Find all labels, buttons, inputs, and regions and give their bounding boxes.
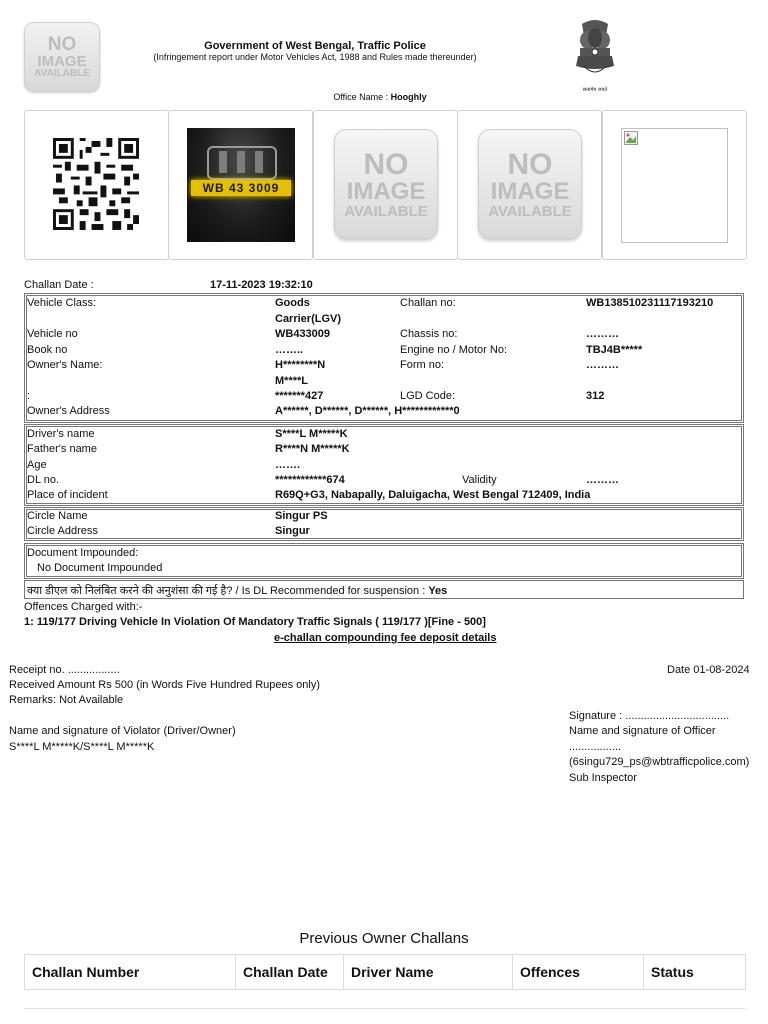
no-image-logo: NO IMAGE AVAILABLE <box>24 22 100 92</box>
book-no-value: …….. <box>275 344 304 356</box>
circle-address-label: Circle Address <box>27 525 98 537</box>
previous-challans-table-header <box>24 954 746 990</box>
column-header-offences[interactable]: Offences <box>513 955 644 989</box>
column-header-status[interactable]: Status <box>651 964 694 980</box>
challan-date-label: Challan Date : <box>24 279 94 291</box>
circle-name-label: Circle Name <box>27 510 88 522</box>
challan-no-label: Challan no: <box>400 297 456 309</box>
vehicle-photo[interactable] <box>187 128 295 242</box>
broken-image <box>621 128 728 243</box>
officer-signature-label: Name and signature of Officer <box>569 725 716 737</box>
receipt-no: Receipt no. ................. <box>9 664 120 676</box>
column-header-challan-date[interactable]: Challan Date <box>236 955 344 989</box>
dl-no-value: ************674 <box>275 474 345 486</box>
vehicle-no-label: Vehicle no <box>27 328 78 340</box>
document-impounded-label: Document Impounded: <box>27 547 139 559</box>
officer-email: (6singu729_ps@wbtrafficpolice.com) <box>569 756 750 768</box>
place-of-incident-value: R69Q+G3, Nabapally, Daluigacha, West Bengal 712409, India <box>275 489 591 501</box>
validity-label: Validity <box>462 474 497 486</box>
father-name-value: R****N M*****K <box>275 443 350 455</box>
vehicle-owner-section <box>24 293 744 423</box>
document-section <box>24 543 744 579</box>
qr-code-tile <box>24 110 169 260</box>
driver-section <box>24 424 744 506</box>
page-subtitle: (Infringement report under Motor Vehicles Act, 1988 and Rules made thereunder) <box>153 52 477 62</box>
mobile-value: *******427 <box>275 390 324 402</box>
father-name-label: Father's name <box>27 443 97 455</box>
received-amount: Received Amount Rs 500 (in Words Five Hundred Rupees only) <box>9 679 321 691</box>
vehicle-photo-tile[interactable] <box>168 110 313 260</box>
circle-address-value: Singur <box>275 525 310 537</box>
emblem-motto: सत्यमेव जयते <box>582 87 608 93</box>
compounding-fee-link[interactable]: e-challan compounding fee deposit details <box>274 632 497 644</box>
owner-address-label: Owner's Address <box>27 405 110 417</box>
number-plate: WB 43 3009 <box>191 180 291 196</box>
officer-name-dots: ................. <box>569 741 621 753</box>
book-no-label: Book no <box>27 344 68 356</box>
dl-no-label: DL no. <box>27 474 60 486</box>
age-label: Age <box>27 459 47 471</box>
owner-name-label: Owner's Name: <box>27 359 103 371</box>
office-name: Office Name : Hooghly <box>333 92 427 102</box>
owner-name-value-2: M****L <box>275 375 309 387</box>
vehicle-grille <box>207 146 277 180</box>
broken-image-tile <box>602 110 747 260</box>
vehicle-no-value: WB433009 <box>275 328 331 340</box>
circle-name-value: Singur PS <box>275 510 328 522</box>
qr-code-icon <box>53 138 139 230</box>
driver-name-value: S****L M*****K <box>275 428 348 440</box>
page-title: Government of West Bengal, Traffic Police <box>204 40 426 52</box>
vehicle-class-value-1: Goods <box>275 297 310 309</box>
circle-section <box>24 507 744 541</box>
no-image-placeholder: NO IMAGE AVAILABLE <box>334 129 438 239</box>
mobile-label: : <box>27 390 31 402</box>
officer-rank: Sub Inspector <box>569 772 637 784</box>
table-divider <box>24 1008 746 1009</box>
engine-no-label: Engine no / Motor No: <box>400 344 508 356</box>
no-image-tile-2 <box>457 110 602 260</box>
engine-no-value: TBJ4B***** <box>586 344 643 356</box>
receipt-date: Date 01-08-2024 <box>667 664 750 676</box>
challan-no-value: WB138510231117193210 <box>586 297 714 309</box>
violator-name: S****L M*****K/S****L M*****K <box>9 741 155 753</box>
document-impounded-value: No Document Impounded <box>37 562 163 574</box>
vehicle-class-value-2: Carrier(LGV) <box>275 313 342 325</box>
officer-signature-line: Signature : .................................. <box>569 710 730 722</box>
offence-item: 1: 119/177 Driving Vehicle In Violation Of Mandatory Traffic Signals ( 119/177 )[Fine - 500] <box>24 616 486 628</box>
chassis-no-value: ……… <box>586 328 619 340</box>
suspension-section <box>24 580 744 599</box>
no-image-tile-1 <box>313 110 458 260</box>
place-of-incident-label: Place of incident <box>27 489 108 501</box>
lgd-code-label: LGD Code: <box>400 390 456 402</box>
broken-image-icon <box>624 131 638 145</box>
form-no-label: Form no: <box>400 359 445 371</box>
age-value: ……. <box>275 459 301 471</box>
previous-challans-title: Previous Owner Challans <box>299 930 469 947</box>
driver-name-label: Driver's name <box>27 428 95 440</box>
challan-date-value: 17-11-2023 19:32:10 <box>210 279 313 291</box>
offences-label: Offences Charged with:- <box>24 601 143 613</box>
chassis-no-label: Chassis no: <box>400 328 458 340</box>
violator-signature-label: Name and signature of Violator (Driver/Owner) <box>9 725 236 737</box>
no-image-placeholder: NO IMAGE AVAILABLE <box>478 129 582 239</box>
column-header-challan-number[interactable]: Challan Number <box>25 955 236 989</box>
form-no-value: ……… <box>586 359 619 371</box>
owner-address-value: A******, D******, D******, H************0 <box>275 405 460 417</box>
owner-name-value-1: H********N <box>275 359 326 371</box>
suspension-question: क्या डीएल को निलंबित करने की अनुशंसा की गई है? / Is DL Recommended for suspension : Yes <box>27 585 448 597</box>
national-emblem-icon <box>570 18 620 96</box>
vehicle-class-label: Vehicle Class: <box>27 297 97 309</box>
remarks: Remarks: Not Available <box>9 694 124 706</box>
column-header-driver-name[interactable]: Driver Name <box>344 955 513 989</box>
validity-value: ……… <box>586 474 619 486</box>
lgd-code-value: 312 <box>586 390 605 402</box>
